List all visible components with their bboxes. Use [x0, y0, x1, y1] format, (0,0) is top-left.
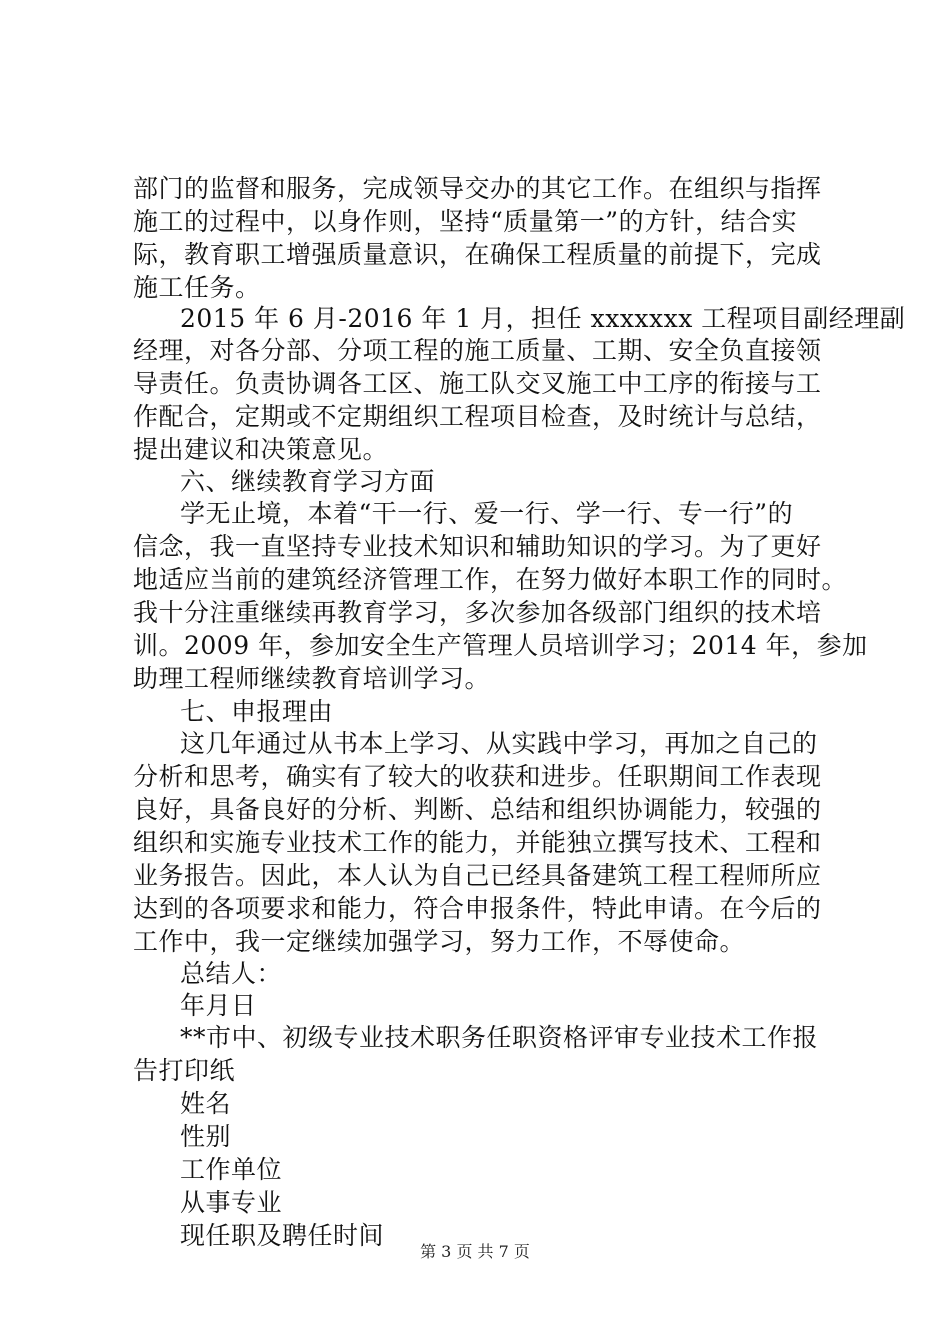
- date-label: 年月日: [180, 991, 257, 1020]
- form-field-label: 从事专业: [180, 1188, 283, 1217]
- form-field-label: 性别: [180, 1122, 232, 1151]
- paragraph-line: 训。2009 年，参加安全生产管理人员培训学习；2014 年，参加: [133, 631, 868, 660]
- paragraph-line: 提出建议和决策意见。: [133, 435, 389, 464]
- section-heading: 六、继续教育学习方面: [180, 467, 436, 496]
- paragraph-line: 助理工程师继续教育培训学习。: [133, 664, 491, 693]
- form-field-label: 工作单位: [180, 1155, 283, 1184]
- paragraph-line: 达到的各项要求和能力，符合申报条件，特此申请。在今后的: [133, 894, 822, 923]
- paragraph-line: 地适应当前的建筑经济管理工作，在努力做好本职工作的同时。: [133, 565, 848, 594]
- paragraph-line: 2015 年 6 月-2016 年 1 月，担任 xxxxxxx 工程项目副经理副: [180, 304, 906, 333]
- form-field-label: 现任职及聘任时间: [180, 1221, 385, 1250]
- paragraph-line: 学无止境，本着“干一行、爱一行、学一行、专一行”的: [180, 499, 794, 528]
- paragraph-line: 际，教育职工增强质量意识，在确保工程质量的前提下，完成: [133, 240, 822, 269]
- form-title-line: 告打印纸: [133, 1056, 236, 1085]
- paragraph-line: 业务报告。因此，本人认为自己已经具备建筑工程工程师所应: [133, 861, 822, 890]
- form-field-label: 姓名: [180, 1089, 232, 1118]
- paragraph-line: 这几年通过从书本上学习、从实践中学习，再加之自己的: [180, 729, 818, 758]
- paragraph-line: 作配合，定期或不定期组织工程项目检查，及时统计与总结，: [133, 402, 822, 431]
- form-title-line: **市中、初级专业技术职务任职资格评审专业技术工作报: [180, 1023, 819, 1052]
- paragraph-line: 施工的过程中，以身作则，坚持“质量第一”的方针，结合实: [133, 207, 798, 236]
- paragraph-line: 我十分注重继续再教育学习，多次参加各级部门组织的技术培: [133, 598, 822, 627]
- page-number: 第 3 页 共 7 页: [420, 1242, 530, 1261]
- paragraph-line: 信念，我一直坚持专业技术知识和辅助知识的学习。为了更好: [133, 532, 822, 561]
- paragraph-line: 部门的监督和服务，完成领导交办的其它工作。在组织与指挥: [133, 174, 822, 203]
- signature-label: 总结人：: [180, 959, 283, 988]
- section-heading: 七、申报理由: [180, 697, 334, 726]
- paragraph-line: 施工任务。: [133, 273, 261, 302]
- paragraph-line: 良好，具备良好的分析、判断、总结和组织协调能力，较强的: [133, 795, 822, 824]
- paragraph-line: 工作中，我一定继续加强学习，努力工作，不辱使命。: [133, 927, 746, 956]
- paragraph-line: 导责任。负责协调各工区、施工队交叉施工中工序的衔接与工: [133, 369, 822, 398]
- paragraph-line: 经理，对各分部、分项工程的施工质量、工期、安全负直接领: [133, 336, 822, 365]
- paragraph-line: 分析和思考，确实有了较大的收获和进步。任职期间工作表现: [133, 762, 822, 791]
- paragraph-line: 组织和实施专业技术工作的能力，并能独立撰写技术、工程和: [133, 828, 822, 857]
